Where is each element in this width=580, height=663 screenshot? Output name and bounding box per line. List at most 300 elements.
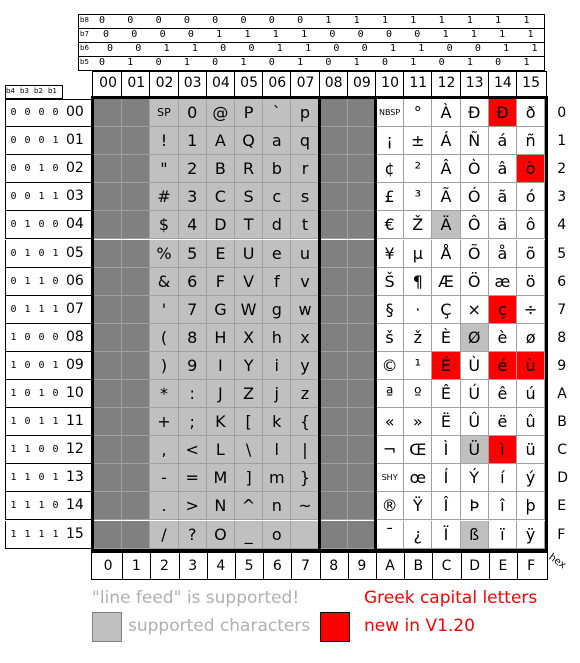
hex-bottom: 0 [103, 557, 113, 574]
char-cell: ; [179, 408, 207, 436]
column-header: 02 [155, 75, 174, 91]
char-cell: ï [489, 521, 517, 549]
column-bit-value: 1 [418, 43, 425, 54]
char-cell: ¹ [404, 352, 432, 380]
char-cell: q [291, 127, 319, 155]
char-cell: E [207, 240, 235, 268]
char-cell: - [150, 464, 178, 492]
empty-cell [94, 296, 122, 324]
char-cell: 7 [179, 296, 207, 324]
row-bit-value: 1 [10, 359, 17, 371]
char-cell: È [432, 324, 460, 352]
char-cell: d [263, 211, 291, 239]
char-cell: I [207, 352, 235, 380]
empty-cell [122, 155, 150, 183]
row-bit-value: 0 [10, 247, 17, 259]
legend-red-swatch [320, 612, 350, 642]
row-bit-value: 0 [38, 331, 45, 343]
char-cell: Ú [461, 380, 489, 408]
column-bit-value: 0 [183, 15, 190, 26]
char-cell: ë [489, 408, 517, 436]
empty-cell [320, 240, 348, 268]
char-cell: Ï [432, 521, 460, 549]
char-cell: f [263, 268, 291, 296]
empty-cell [94, 99, 122, 127]
hex-bottom: C [441, 557, 452, 574]
char-cell: Ö [461, 268, 489, 296]
row-bit-value: 0 [38, 472, 45, 484]
row-bit-value: 1 [38, 500, 45, 512]
char-cell: l [263, 436, 291, 464]
char-cell: ô [517, 211, 545, 239]
char-cell: ) [150, 352, 178, 380]
empty-cell [320, 99, 348, 127]
column-header: 08 [324, 75, 343, 91]
char-cell: T [235, 211, 263, 239]
empty-cell [348, 127, 376, 155]
row-bit-value: 0 [52, 388, 59, 399]
char-cell: é [489, 352, 517, 380]
empty-cell [122, 521, 150, 549]
hex-right: 2 [557, 161, 567, 178]
row-bit-value: 1 [52, 247, 59, 259]
hex-bottom: 3 [188, 557, 198, 574]
empty-cell [348, 211, 376, 239]
hex-bottom: 1 [131, 557, 141, 574]
char-cell: 8 [179, 324, 207, 352]
column-bit-value: 1 [353, 15, 360, 26]
row-bit-value: 1 [52, 191, 59, 203]
row-bit-value: 0 [24, 331, 31, 343]
column-bit-label: b5 [80, 58, 89, 66]
row-bit-value: 1 [52, 472, 59, 484]
column-bit-value: 1 [301, 29, 308, 40]
char-cell: ú [517, 380, 545, 408]
char-cell: € [376, 211, 404, 239]
char-cell: ó [517, 183, 545, 211]
char-cell: 0 [179, 99, 207, 127]
row-header: 07 [66, 300, 84, 317]
empty-cell [348, 436, 376, 464]
row-bit-value: 1 [38, 388, 45, 399]
row-header: 06 [66, 272, 84, 289]
hex-bottom: A [385, 557, 395, 574]
char-cell: SP [150, 99, 178, 127]
empty-cell [320, 296, 348, 324]
char-cell: J [207, 380, 235, 408]
empty-cell [320, 324, 348, 352]
char-cell: Õ [461, 240, 489, 268]
empty-cell [122, 240, 150, 268]
char-cell: ! [150, 127, 178, 155]
empty-cell [320, 492, 348, 520]
hex-bottom: 5 [244, 557, 254, 574]
row-bit-label: b2 [34, 87, 43, 95]
row-bit-value: 0 [24, 107, 31, 118]
legend-gray-swatch [92, 612, 122, 642]
column-bit-value: 0 [495, 57, 502, 68]
empty-cell [320, 408, 348, 436]
legend-new-label: new in V1.20 [364, 616, 475, 636]
char-cell: P [235, 99, 263, 127]
char-cell: Ô [461, 211, 489, 239]
char-cell: Ì [432, 436, 460, 464]
char-cell: x [291, 324, 319, 352]
empty-cell [94, 464, 122, 492]
char-cell: Ä [432, 211, 460, 239]
row-bit-value: 1 [10, 331, 17, 343]
char-cell: { [291, 408, 319, 436]
row-bit-value: 1 [10, 528, 17, 540]
char-cell: è [489, 324, 517, 352]
char-cell: % [150, 240, 178, 268]
char-cell: | [291, 436, 319, 464]
char-cell: Ù [461, 352, 489, 380]
column-header: 09 [352, 75, 371, 91]
empty-cell [320, 127, 348, 155]
empty-cell [348, 464, 376, 492]
empty-cell [122, 211, 150, 239]
char-cell: Ò [461, 155, 489, 183]
char-cell: Ž [404, 211, 432, 239]
column-bit-value: 1 [183, 57, 190, 68]
char-cell: c [263, 183, 291, 211]
row-bit-label: b3 [20, 87, 29, 95]
column-bit-value: 0 [329, 29, 336, 40]
column-header: 07 [296, 75, 315, 91]
row-bit-value: 0 [52, 331, 59, 343]
hex-bottom: 8 [329, 557, 339, 574]
empty-cell [122, 99, 150, 127]
column-bit-value: 1 [442, 29, 449, 40]
column-bit-value: 1 [272, 29, 279, 40]
column-header: 12 [437, 75, 456, 91]
hex-bottom: D [469, 557, 481, 574]
char-cell: Z [235, 380, 263, 408]
column-bit-value: 1 [503, 43, 510, 54]
empty-cell [348, 324, 376, 352]
empty-cell [94, 127, 122, 155]
row-bit-value: 0 [52, 107, 59, 118]
char-cell: i [263, 352, 291, 380]
char-cell: ~ [291, 492, 319, 520]
char-cell: Þ [461, 492, 489, 520]
char-cell: G [207, 296, 235, 324]
column-header: 13 [465, 75, 484, 91]
row-header: 04 [66, 216, 84, 233]
char-cell: * [150, 380, 178, 408]
char-cell: N [207, 492, 235, 520]
column-bit-value: 0 [106, 43, 114, 54]
char-cell: L [207, 436, 235, 464]
row-bit-value: 1 [38, 163, 45, 175]
char-cell: 4 [179, 211, 207, 239]
section-divider [374, 99, 377, 549]
char-cell: j [263, 380, 291, 408]
empty-cell [94, 183, 122, 211]
column-bit-value: 0 [438, 57, 445, 68]
row-bit-value: 0 [24, 359, 31, 371]
char-cell: ¿ [404, 521, 432, 549]
char-cell: É [432, 352, 460, 380]
char-cell: ü [517, 436, 545, 464]
char-cell: ÷ [517, 296, 545, 324]
char-cell: b [263, 155, 291, 183]
row-bit-value: 0 [52, 500, 59, 512]
hex-right: 5 [557, 245, 567, 262]
char-cell: ã [489, 183, 517, 211]
char-cell: ¯ [376, 521, 404, 549]
char-cell: n [263, 492, 291, 520]
empty-cell [348, 352, 376, 380]
empty-cell [122, 380, 150, 408]
column-bit-value: 0 [155, 57, 162, 68]
char-cell: « [376, 408, 404, 436]
char-cell: # [150, 183, 178, 211]
hex-bottom: E [498, 557, 508, 574]
char-cell: Ã [432, 183, 460, 211]
char-cell: > [179, 492, 207, 520]
row-bit-value: 1 [24, 500, 31, 512]
column-bit-value: 1 [240, 57, 247, 68]
char-cell: ÿ [517, 521, 545, 549]
column-bit-value: 1 [163, 43, 170, 54]
char-cell: 2 [179, 155, 207, 183]
column-bit-value: 1 [438, 15, 445, 26]
char-cell: ] [235, 464, 263, 492]
row-header: 00 [66, 104, 84, 120]
char-cell: e [263, 240, 291, 268]
column-header: 10 [381, 75, 399, 91]
empty-cell [320, 211, 348, 239]
char-cell: s [291, 183, 319, 211]
char-cell: ^ [235, 492, 263, 520]
column-bit-value: 0 [361, 43, 368, 54]
char-cell: Œ [404, 436, 432, 464]
column-header: 05 [240, 75, 258, 91]
char-cell: ê [489, 380, 517, 408]
char-cell: [ [235, 408, 263, 436]
empty-cell [348, 408, 376, 436]
char-cell: v [291, 268, 319, 296]
char-cell: Ê [432, 380, 460, 408]
char-cell: . [150, 492, 178, 520]
hex-right: F [557, 526, 566, 543]
empty-cell [94, 324, 122, 352]
column-header: 00 [99, 75, 117, 91]
hex-bottom: 6 [272, 557, 282, 574]
char-cell: a [263, 127, 291, 155]
char-cell: Ø [461, 324, 489, 352]
row-bit-label: b1 [48, 87, 57, 95]
char-cell: Í [432, 464, 460, 492]
row-bit-value: 1 [24, 219, 31, 231]
char-cell: Æ [432, 268, 460, 296]
char-cell: O [207, 521, 235, 549]
char-cell: A [207, 127, 235, 155]
empty-cell [122, 492, 150, 520]
hex-bottom: 2 [160, 557, 169, 574]
char-cell: á [489, 127, 517, 155]
column-bit-value: 0 [102, 29, 110, 40]
column-bit-label: b6 [80, 44, 89, 52]
row-bit-value: 0 [38, 135, 45, 147]
char-cell: Š [376, 268, 404, 296]
char-cell: p [291, 99, 319, 127]
hex-right: 1 [557, 133, 567, 150]
row-header: 02 [66, 160, 84, 177]
empty-cell [94, 408, 122, 436]
char-cell: } [291, 464, 319, 492]
char-cell: Ó [461, 183, 489, 211]
char-cell: 6 [179, 268, 207, 296]
hex-bottom: F [527, 557, 536, 574]
row-bit-value: 0 [52, 275, 59, 287]
empty-cell [348, 492, 376, 520]
row-bit-value: 1 [38, 275, 45, 287]
row-bit-value: 0 [38, 107, 45, 118]
row-bit-value: 1 [38, 528, 45, 540]
char-cell: Á [432, 127, 460, 155]
empty-cell [94, 436, 122, 464]
empty-cell [348, 99, 376, 127]
row-bit-value: 1 [52, 359, 59, 371]
empty-cell [94, 492, 122, 520]
char-cell: ¢ [376, 155, 404, 183]
char-cell: @ [207, 99, 235, 127]
char-cell: ¥ [376, 240, 404, 268]
row-bit-value: 0 [10, 135, 17, 147]
char-cell: $ [150, 211, 178, 239]
row-bit-value: 1 [52, 303, 59, 315]
char-cell: ` [263, 99, 291, 127]
row-header: 01 [66, 132, 84, 149]
empty-cell [122, 352, 150, 380]
char-cell: , [150, 436, 178, 464]
char-cell: \ [235, 436, 263, 464]
char-cell: ø [517, 324, 545, 352]
column-bit-value: 1 [531, 43, 538, 54]
char-cell: œ [404, 464, 432, 492]
column-bit-value: 1 [470, 29, 477, 40]
char-cell: Ü [461, 436, 489, 464]
char-cell: ö [517, 268, 545, 296]
char-cell: 9 [179, 352, 207, 380]
empty-cell [320, 352, 348, 380]
empty-cell [94, 155, 122, 183]
column-header: 04 [211, 75, 230, 91]
row-bit-value: 1 [24, 275, 31, 287]
column-bit-value: 1 [276, 43, 283, 54]
hex-label: hex [546, 551, 568, 572]
row-bit-value: 1 [52, 528, 59, 540]
column-bit-value: 1 [191, 43, 198, 54]
char-cell: â [489, 155, 517, 183]
char-cell: Y [235, 352, 263, 380]
char-cell: X [235, 324, 263, 352]
empty-cell [94, 240, 122, 268]
legend-greek-capital: Greek capital letters [364, 588, 538, 608]
char-cell: À [432, 99, 460, 127]
char-cell: < [179, 436, 207, 464]
empty-cell [291, 521, 319, 549]
row-header: 13 [66, 469, 84, 486]
column-bit-value: 0 [155, 15, 162, 26]
char-cell: W [235, 296, 263, 324]
column-bit-value: 1 [527, 29, 534, 40]
char-cell: B [207, 155, 235, 183]
row-bit-value: 0 [52, 219, 59, 231]
char-cell: h [263, 324, 291, 352]
char-cell: Û [461, 408, 489, 436]
char-cell: Ë [432, 408, 460, 436]
empty-cell [122, 408, 150, 436]
char-cell: R [235, 155, 263, 183]
char-cell: » [404, 408, 432, 436]
row-header: 14 [66, 497, 84, 514]
column-bit-value: 0 [98, 57, 106, 68]
char-cell: ç [489, 296, 517, 324]
row-bit-value: 1 [24, 472, 31, 484]
column-bit-value: 1 [466, 57, 473, 68]
row-bit-value: 0 [38, 359, 45, 371]
row-bit-value: 1 [10, 472, 17, 484]
char-cell: ù [517, 352, 545, 380]
empty-cell [320, 380, 348, 408]
legend-line-feed: "line feed" is supported! [92, 588, 300, 608]
char-cell: S [235, 183, 263, 211]
column-bit-value: 1 [523, 15, 530, 26]
char-cell: V [235, 268, 263, 296]
row-header: 11 [66, 413, 84, 430]
row-bit-value: 1 [10, 444, 17, 456]
char-cell: î [489, 492, 517, 520]
char-cell: = [179, 464, 207, 492]
char-cell: : [179, 380, 207, 408]
row-bit-value: 0 [10, 275, 17, 287]
char-cell: C [207, 183, 235, 211]
column-bit-label: b7 [80, 30, 89, 38]
hex-right: C [557, 442, 567, 459]
char-cell: × [461, 296, 489, 324]
empty-cell [320, 155, 348, 183]
row-bit-label: b4 [6, 87, 15, 95]
char-cell: u [291, 240, 319, 268]
hex-right: A [557, 386, 567, 402]
row-bit-value: 0 [52, 163, 59, 175]
row-bit-value: 0 [52, 444, 59, 456]
column-header: 03 [183, 75, 202, 91]
char-cell: Ý [461, 464, 489, 492]
row-bit-value: 0 [24, 135, 31, 147]
section-divider [318, 99, 321, 549]
char-cell: + [150, 408, 178, 436]
row-bit-value: 0 [24, 388, 31, 399]
row-header: 10 [66, 385, 84, 401]
char-cell: m [263, 464, 291, 492]
char-cell: o [263, 521, 291, 549]
column-bit-value: 0 [381, 57, 389, 68]
hex-right: 6 [557, 273, 567, 290]
row-header: 08 [66, 328, 84, 345]
empty-cell [348, 155, 376, 183]
char-cell: º [404, 380, 432, 408]
char-cell: SHY [376, 464, 404, 492]
char-cell: NBSP [376, 99, 404, 127]
hex-right: 0 [557, 105, 567, 121]
char-cell: ð [517, 99, 545, 127]
column-bit-value: 1 [410, 57, 417, 68]
